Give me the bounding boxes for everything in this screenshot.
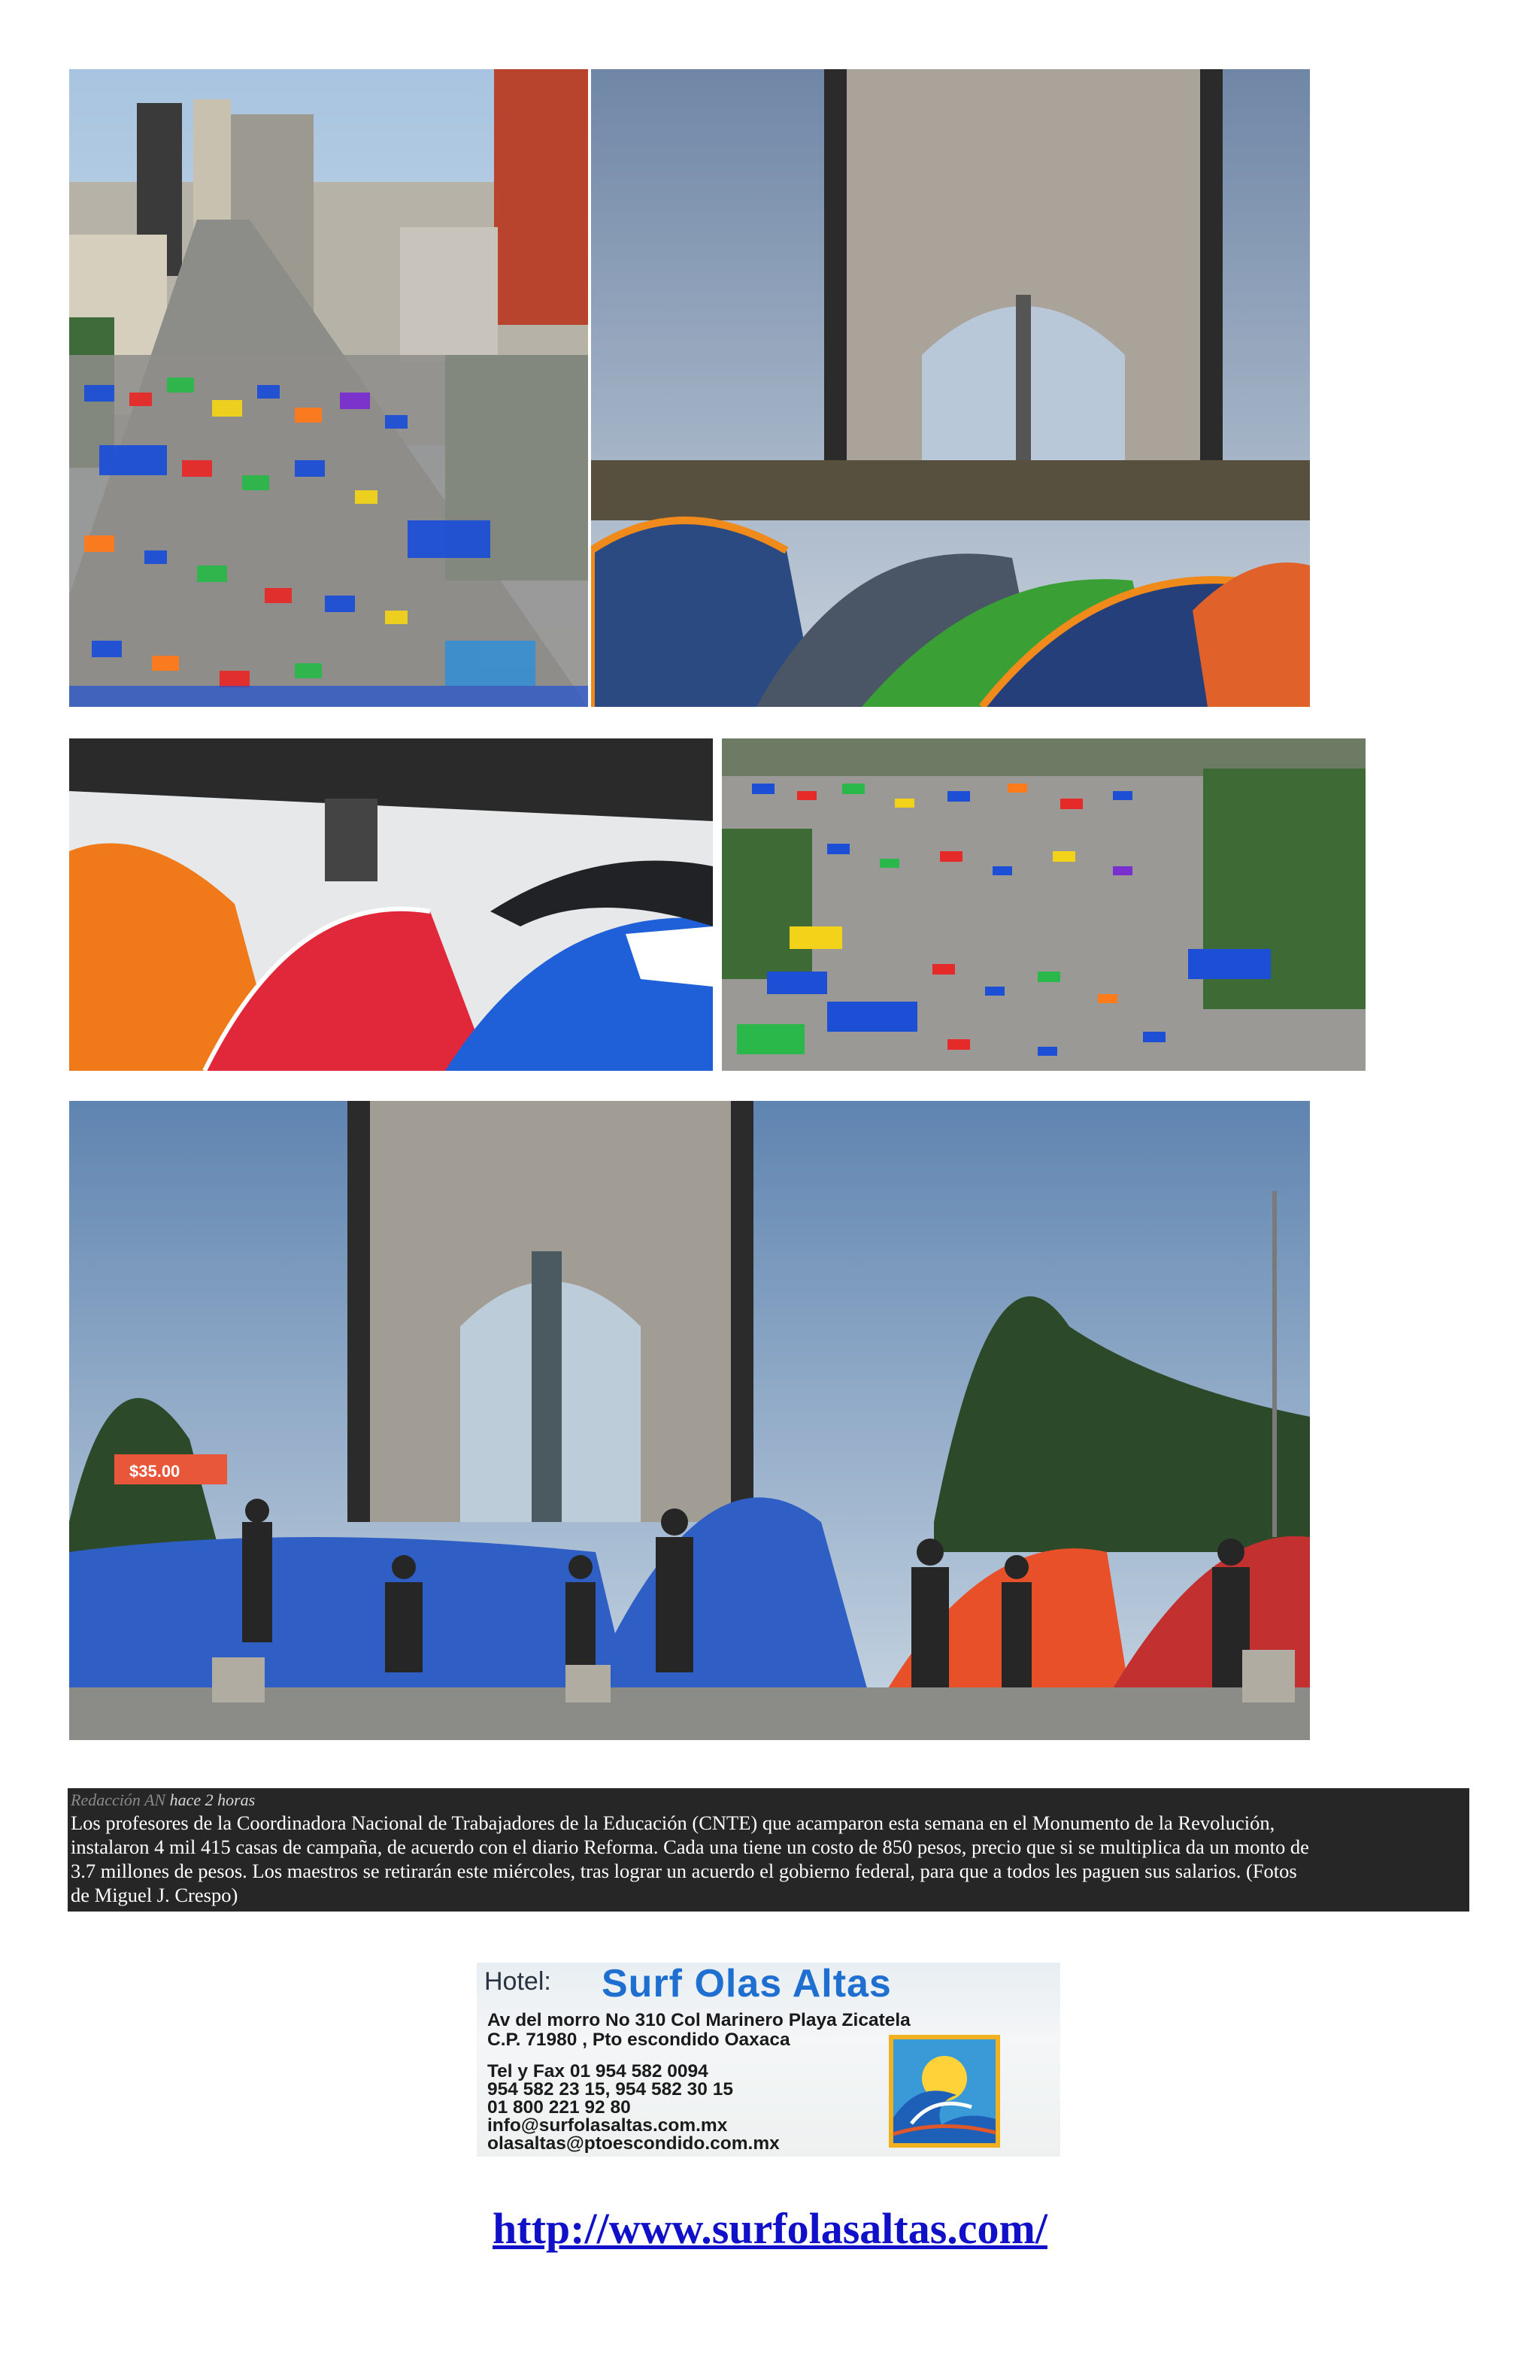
ad-email-line: info@surfolasaltas.com.mx [487, 2115, 728, 2136]
caption-block [68, 1788, 1469, 1912]
ad-tollfree-line: 01 800 221 92 80 [487, 2097, 631, 2118]
ad-phone-line-2: 954 582 23 15, 954 582 30 15 [487, 2079, 733, 2100]
photo-monument-tents [591, 69, 1310, 707]
caption-line: instalaron 4 mil 415 casas de campaña, de acuerdo con el diario Reforma. Cada una tiene un costo de 850 pesos, precio que si se multiplica da un monto de [71, 1836, 1309, 1858]
monument-people-image [69, 1101, 1310, 1740]
tents-closeup-image [69, 738, 713, 1071]
ad-phone-line: Tel y Fax 01 954 582 0094 [487, 2061, 708, 2081]
caption-author: Redacción AN [71, 1790, 166, 1809]
caption-line: 3.7 millones de pesos. Los maestros se retirarán este miércoles, tras lograr un acuerdo el gobierno federal, para que a todos les paguen sus salarios. (Fotos [71, 1860, 1297, 1882]
street-sign-text: $35.00 [129, 1462, 180, 1481]
caption-line: Los profesores de la Coordinadora Nacional de Trabajadores de la Educación (CNTE) que acamparon esta semana en el Monumento de la Revolución, [71, 1812, 1275, 1834]
aerial-street-camp-image [69, 69, 588, 707]
wave-logo-icon [889, 2035, 1000, 2148]
photo-aerial-plaza-camp [722, 738, 1366, 1071]
caption-meta [71, 1790, 1466, 1811]
caption-time: hace 2 horas [169, 1790, 256, 1809]
photo-tents-closeup [69, 738, 713, 1071]
ad-brand-name: Surf Olas Altas [602, 1963, 892, 2006]
hotel-advertisement[interactable] [477, 1963, 1060, 2157]
caption-body [71, 1811, 1466, 1907]
ad-city-line: C.P. 71980 , Pto escondido Oaxaca [487, 2030, 790, 2050]
ad-address-line: Av del morro No 310 Col Marinero Playa Zicatela [487, 2010, 911, 2030]
photo-monument-people [69, 1101, 1310, 1740]
aerial-plaza-camp-image [722, 738, 1366, 1071]
monument-tents-image [591, 69, 1310, 707]
photo-aerial-street-camp [69, 69, 588, 707]
ad-hotel-label: Hotel: [484, 1967, 551, 1996]
ad-email-line-2: olasaltas@ptoescondido.com.mx [487, 2133, 780, 2154]
caption-line: de Miguel J. Crespo) [71, 1884, 238, 1906]
website-link[interactable]: http://www.surfolasaltas.com/ [493, 2204, 1047, 2253]
